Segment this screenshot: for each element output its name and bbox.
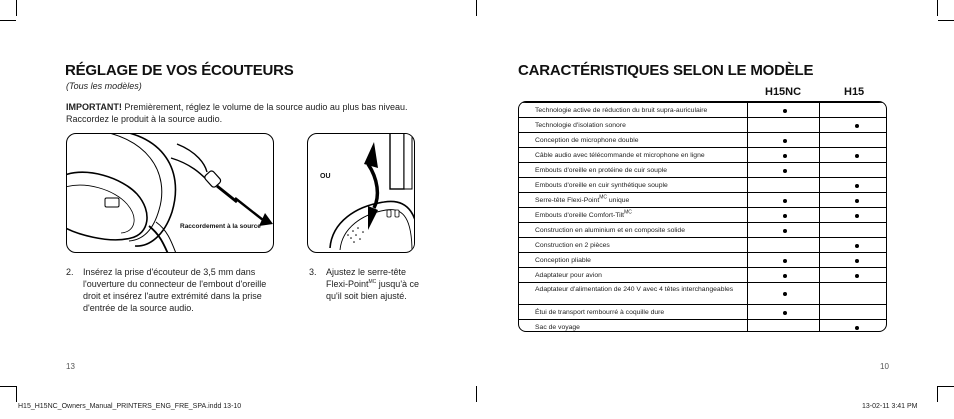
table-row bbox=[519, 132, 886, 147]
right-page-title: CARACTÉRISTIQUES SELON LE MODÈLE bbox=[518, 62, 814, 79]
availability-dot-h15nc bbox=[783, 292, 787, 296]
crop-mark bbox=[16, 0, 17, 16]
step-2-number: 2. bbox=[66, 267, 74, 277]
step-2-line: droit et insérez l'autre extrémité dans la prise bbox=[83, 291, 262, 301]
availability-dot-h15nc bbox=[783, 109, 787, 113]
figure-connection bbox=[66, 133, 274, 253]
intro-paragraph bbox=[66, 101, 446, 125]
availability-dot-h15 bbox=[855, 184, 859, 188]
availability-dot-h15nc bbox=[783, 229, 787, 233]
table-row bbox=[519, 222, 886, 237]
table-row bbox=[519, 252, 886, 267]
step-2-line: Insérez la prise d'écouteur de 3,5 mm dans bbox=[83, 267, 256, 277]
feature-label: Embouts d'oreille en protéine de cuir souple bbox=[535, 167, 668, 174]
availability-dot-h15 bbox=[855, 124, 859, 128]
table-row bbox=[519, 282, 886, 304]
feature-label: Conception pliable bbox=[535, 257, 591, 264]
step-3 bbox=[309, 266, 419, 306]
availability-dot-h15 bbox=[855, 154, 859, 158]
table-row bbox=[519, 162, 886, 177]
feature-label: Sac de voyage bbox=[535, 324, 580, 331]
feature-label: Technologie active de réduction du bruit supra-auriculaire bbox=[535, 107, 708, 114]
table-row bbox=[519, 177, 886, 192]
feature-label: Embouts d'oreille en cuir synthétique souple bbox=[535, 182, 668, 189]
figure-connection-caption: Raccordement à la source bbox=[180, 223, 261, 230]
crop-mark bbox=[937, 386, 938, 402]
crop-mark bbox=[0, 386, 16, 387]
availability-dot-h15 bbox=[855, 274, 859, 278]
right-page-number: 10 bbox=[880, 362, 889, 371]
crop-mark bbox=[0, 20, 16, 21]
crop-mark bbox=[16, 386, 17, 402]
availability-dot-h15 bbox=[855, 259, 859, 263]
left-page-subtitle: (Tous les modèles) bbox=[66, 81, 142, 91]
intro-text-1: Premièrement, réglez le volume de la source audio au plus bas niveau. bbox=[121, 102, 408, 112]
crop-mark bbox=[938, 386, 954, 387]
feature-label: Adaptateur pour avion bbox=[535, 272, 602, 279]
slug-datetime: 13-02-11 3:41 PM bbox=[862, 403, 918, 410]
crop-mark bbox=[938, 20, 954, 21]
column-header-h15nc: H15NC bbox=[765, 86, 802, 98]
step-3-number: 3. bbox=[309, 267, 317, 277]
step-3-line bbox=[326, 278, 421, 290]
step-2-line: d'entrée de la source audio. bbox=[83, 303, 194, 313]
intro-text-2: Raccordez le produit à la source audio. bbox=[66, 114, 223, 124]
step-3-text: Flexi-Point bbox=[326, 279, 369, 289]
availability-dot-h15nc bbox=[783, 259, 787, 263]
table-row bbox=[519, 304, 886, 319]
crop-mark bbox=[476, 0, 477, 16]
intro-important: IMPORTANT! bbox=[66, 102, 122, 112]
table-row bbox=[519, 117, 886, 132]
feature-label: Conception de microphone double bbox=[535, 137, 639, 144]
feature-label: Serre-tête Flexi-Point$^{MC}$ unique bbox=[535, 194, 630, 204]
crop-mark bbox=[476, 386, 477, 402]
headband-adjust-illustration bbox=[308, 134, 415, 253]
feature-label: Adaptateur d'alimentation de 240 V avec 4 têtes interchangeables bbox=[535, 286, 734, 293]
trademark-sup: MC bbox=[368, 279, 377, 285]
availability-dot-h15nc bbox=[783, 311, 787, 315]
slug-filename: H15_H15NC_Owners_Manual_PRINTERS_ENG_FRE_SPA.indd 13-10 bbox=[18, 403, 242, 410]
availability-dot-h15nc bbox=[783, 214, 787, 218]
availability-dot-h15nc bbox=[783, 154, 787, 158]
table-row bbox=[519, 267, 886, 282]
headphone-connection-illustration bbox=[67, 134, 274, 253]
availability-dot-h15 bbox=[855, 214, 859, 218]
availability-dot-h15nc bbox=[783, 169, 787, 173]
availability-dot-h15nc bbox=[783, 199, 787, 203]
availability-dot-h15nc bbox=[783, 139, 787, 143]
feature-label: Embouts d'oreille Comfort-Tilt$^{MC}$ bbox=[535, 209, 632, 219]
feature-label: Construction en 2 pièces bbox=[535, 242, 610, 249]
step-2 bbox=[66, 266, 296, 318]
availability-dot-h15nc bbox=[783, 274, 787, 278]
crop-mark bbox=[937, 0, 938, 16]
table-row bbox=[519, 147, 886, 162]
feature-label: Construction en aluminium et en composite solide bbox=[535, 227, 685, 234]
table-row bbox=[519, 102, 886, 117]
step-3-line: qu'il soit bien ajusté. bbox=[326, 291, 407, 301]
feature-table bbox=[518, 101, 887, 332]
availability-dot-h15 bbox=[855, 199, 859, 203]
step-3-line: Ajustez le serre-tête bbox=[326, 267, 407, 277]
step-2-line: l'ouverture du connecteur de l'embout d'oreille bbox=[83, 279, 267, 289]
column-header-h15: H15 bbox=[844, 86, 865, 98]
figure-headband-label: OU bbox=[320, 173, 331, 180]
table-row bbox=[519, 207, 886, 222]
feature-label: Technologie d'isolation sonore bbox=[535, 122, 626, 129]
table-row bbox=[519, 237, 886, 252]
left-page-number: 13 bbox=[66, 362, 75, 371]
step-3-text: jusqu'à ce bbox=[376, 279, 420, 289]
left-page-title: RÉGLAGE DE VOS ÉCOUTEURS bbox=[65, 62, 294, 79]
table-row bbox=[519, 192, 886, 207]
availability-dot-h15 bbox=[855, 326, 859, 330]
availability-dot-h15 bbox=[855, 244, 859, 248]
figure-headband bbox=[307, 133, 415, 253]
feature-label: Étui de transport rembourré à coquille dure bbox=[535, 309, 665, 316]
feature-label: Câble audio avec télécommande et microphone en ligne bbox=[535, 152, 705, 159]
table-row bbox=[519, 319, 886, 332]
